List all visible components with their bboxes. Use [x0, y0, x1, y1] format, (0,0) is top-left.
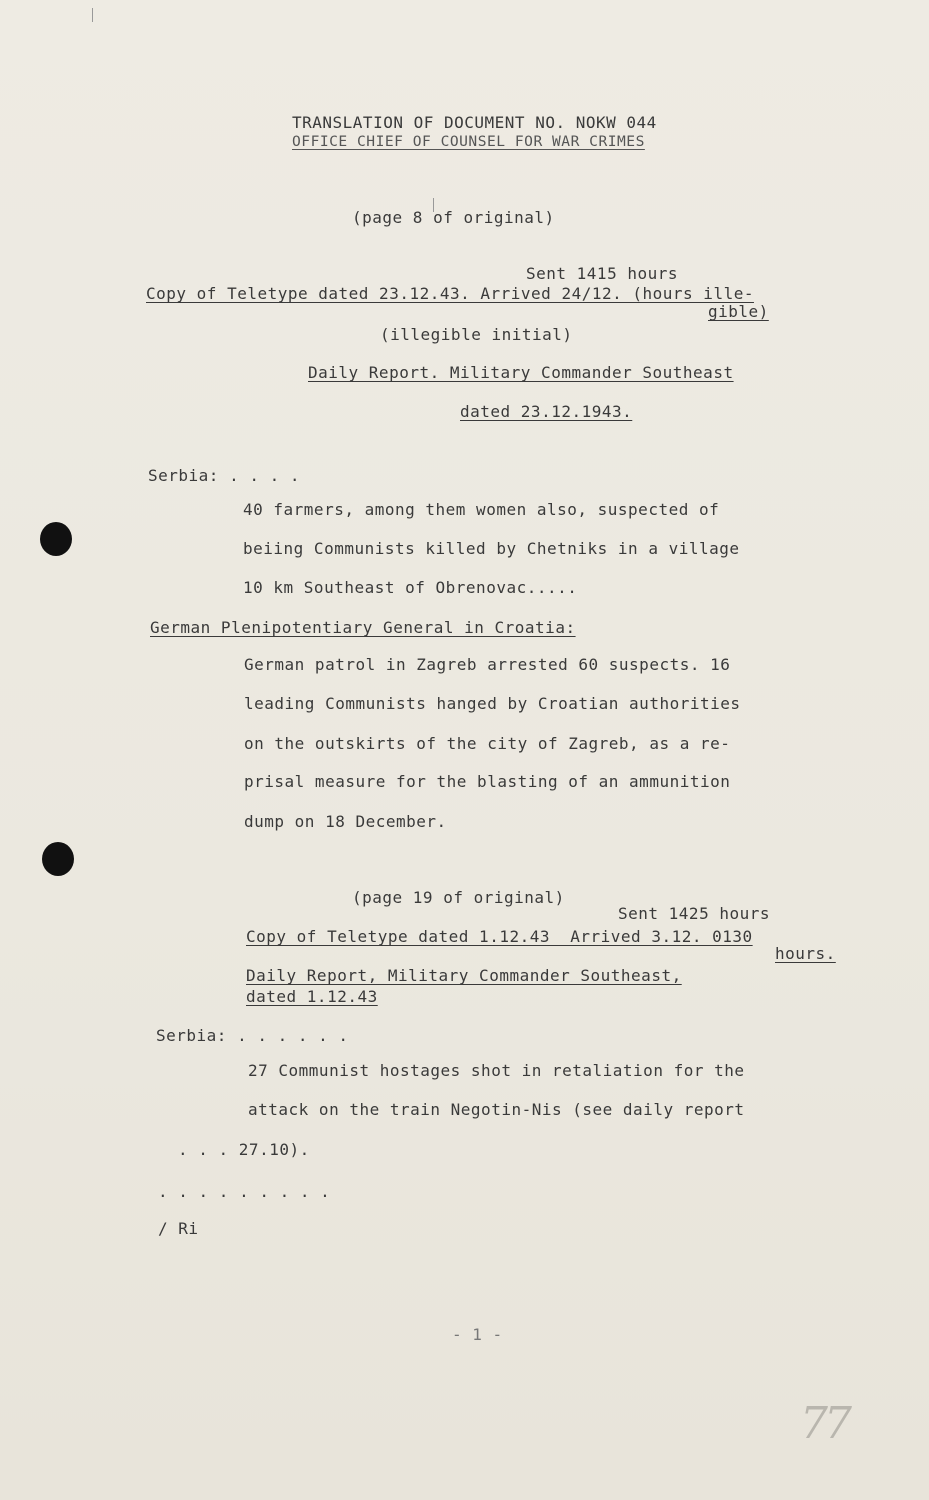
- serbia-line: . . . 27.10).: [178, 1140, 310, 1159]
- serbia-line: beiing Communists killed by Chetniks in a village: [243, 539, 740, 558]
- croatia-line: leading Communists hanged by Croatian authorities: [244, 694, 741, 713]
- omission-dots: . . . . . . . . .: [158, 1182, 331, 1201]
- croatia-line: German patrol in Zagreb arrested 60 suspects. 16: [244, 655, 731, 674]
- serbia-line: 10 km Southeast of Obrenovac.....: [243, 578, 578, 597]
- illegible-initial: (illegible initial): [380, 325, 573, 344]
- teletype-line: Copy of Teletype dated 1.12.43 Arrived 3.12. 0130: [246, 927, 753, 946]
- page-number: - 1 -: [452, 1325, 503, 1344]
- document-title: TRANSLATION OF DOCUMENT NO. NOKW 044: [292, 113, 657, 132]
- croatia-line: prisal measure for the blasting of an ammunition: [244, 772, 731, 791]
- teletype-line-continued: gible): [708, 302, 769, 321]
- report-title: Daily Report, Military Commander Southeast,: [246, 966, 682, 985]
- office-name: OFFICE CHIEF OF COUNSEL FOR WAR CRIMES: [292, 133, 645, 150]
- margin-mark: [92, 8, 93, 22]
- punch-hole-bottom: [42, 842, 74, 876]
- teletype-line-continued: hours.: [775, 944, 836, 963]
- folio-number: 77: [800, 1398, 848, 1449]
- croatia-line: dump on 18 December.: [244, 812, 447, 831]
- serbia-line: 40 farmers, among them women also, suspected of: [243, 500, 720, 519]
- serbia-line: attack on the train Negotin-Nis (see daily report: [248, 1100, 745, 1119]
- page-reference: (page 8 of original): [352, 208, 555, 227]
- croatia-heading: German Plenipotentiary General in Croatia:: [150, 618, 576, 637]
- page-reference: (page 19 of original): [352, 888, 565, 907]
- report-date: dated 23.12.1943.: [460, 402, 633, 421]
- sent-time: Sent 1425 hours: [618, 904, 770, 923]
- serbia-heading: Serbia: . . . . . .: [156, 1026, 349, 1045]
- report-date: dated 1.12.43: [246, 987, 378, 1006]
- croatia-line: on the outskirts of the city of Zagreb, as a re-: [244, 734, 731, 753]
- punch-hole-top: [40, 522, 72, 556]
- serbia-heading: Serbia: . . . .: [148, 466, 300, 485]
- report-title: Daily Report. Military Commander Southeast: [308, 363, 734, 382]
- typist-initials: / Ri: [158, 1219, 199, 1238]
- serbia-line: 27 Communist hostages shot in retaliation for the: [248, 1061, 745, 1080]
- teletype-line: Copy of Teletype dated 23.12.43. Arrived 24/12. (hours ille-: [146, 284, 754, 303]
- sent-time: Sent 1415 hours: [526, 264, 678, 283]
